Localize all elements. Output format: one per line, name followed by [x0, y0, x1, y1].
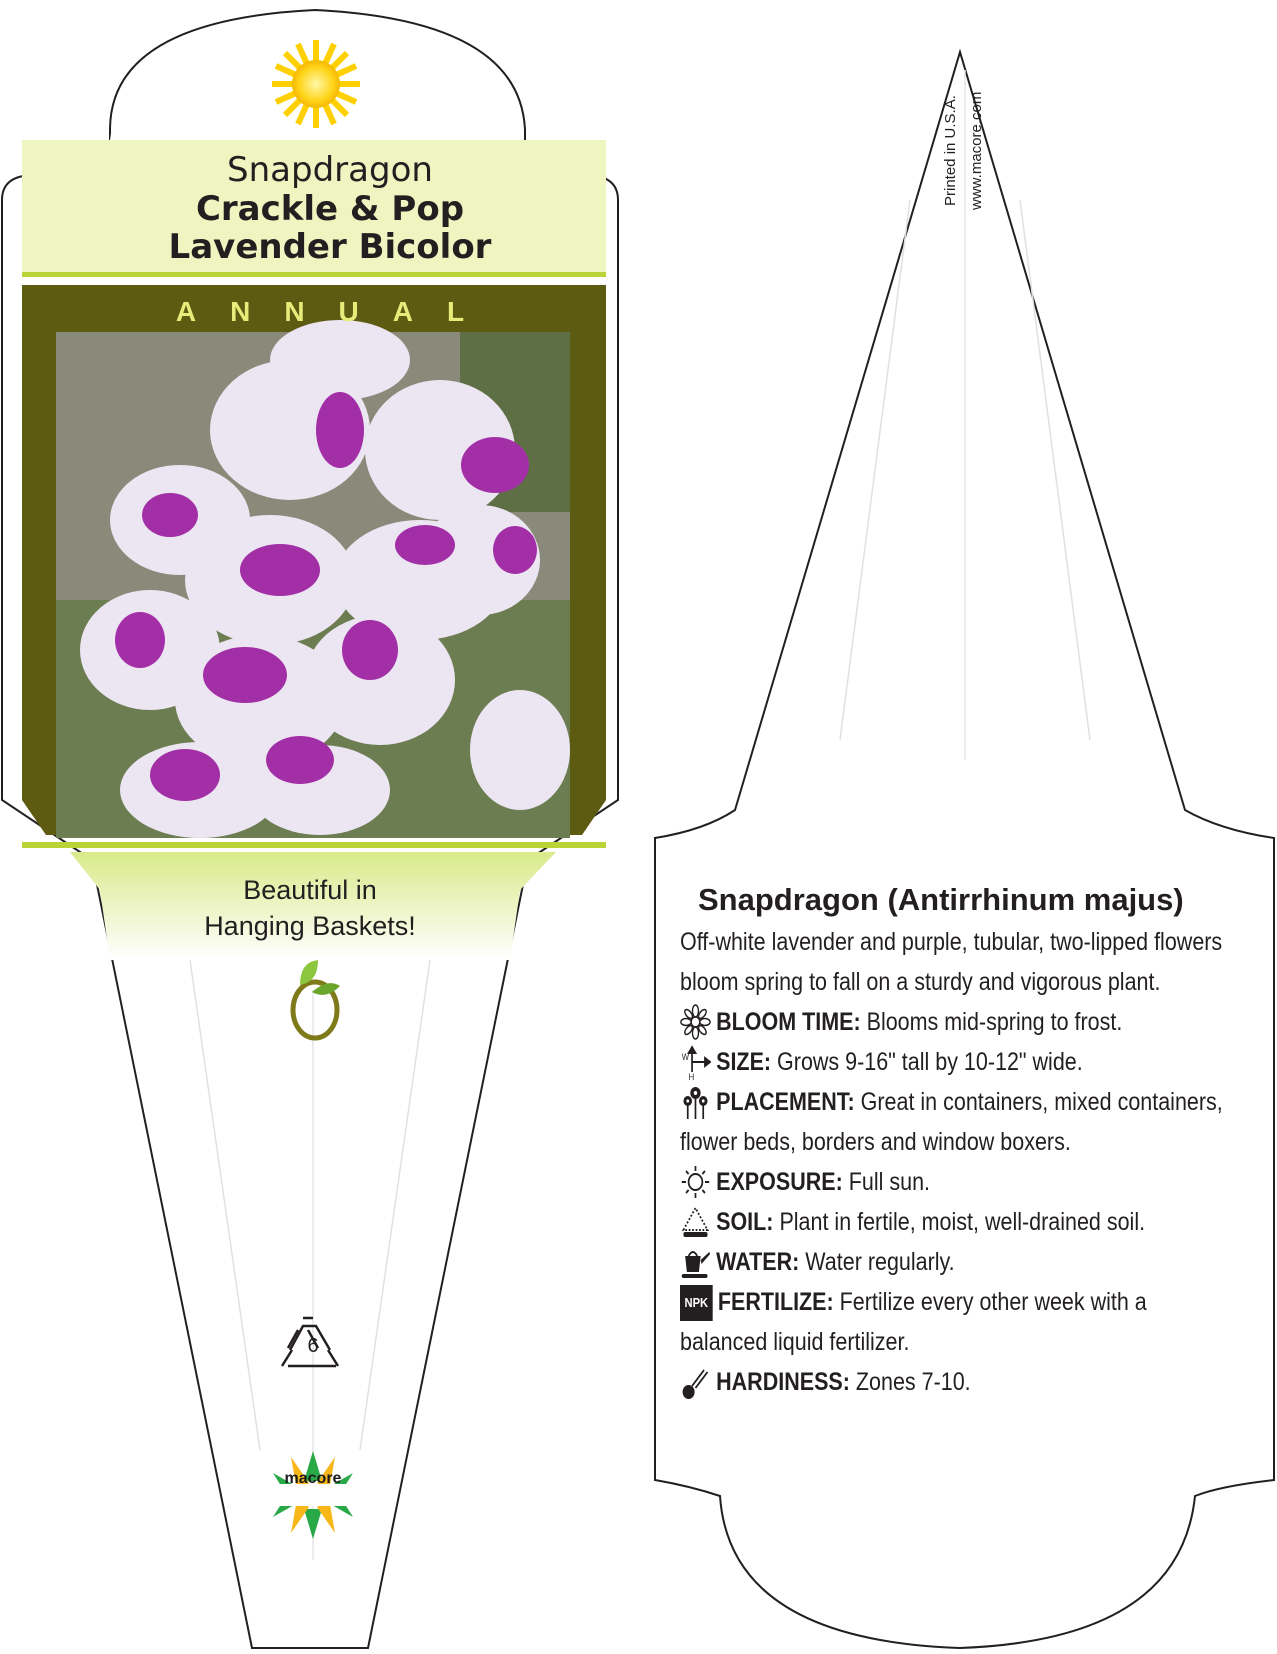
detail-label: FERTILIZE:: [717, 1288, 834, 1316]
detail-text: Fertilize every other week with a balanced liquid fertilizer.: [680, 1288, 1147, 1356]
detail-text: Zones 7-10.: [855, 1368, 971, 1396]
detail-soil: [680, 1202, 1239, 1242]
sun-outline-icon: [680, 1164, 711, 1200]
flower-icon: [680, 1004, 711, 1040]
svg-text:H: H: [688, 1071, 695, 1080]
detail-label: SOIL:: [716, 1208, 774, 1236]
detail-label: BLOOM TIME:: [716, 1008, 861, 1036]
tagline-line2: Hanging Baskets!: [204, 911, 416, 941]
website: www.macore.com: [968, 91, 985, 210]
description: Off-white lavender and purple, tubular, two-lipped flowers bloom spring to fall on a sturdy and vigorous plant.: [680, 928, 1223, 996]
flower-photo: [56, 320, 570, 838]
detail-fertilize: [680, 1282, 1239, 1362]
detail-placement: [680, 1082, 1239, 1162]
detail-text: Great in containers, mixed containers, flower beds, borders and window boxers.: [680, 1088, 1223, 1156]
watering-can-icon: [680, 1244, 711, 1280]
detail-label: WATER:: [716, 1248, 800, 1276]
species-heading: Snapdragon (Antirrhinum majus): [698, 882, 1184, 917]
tagline-line1: Beautiful in: [243, 875, 377, 905]
placement-flowers-icon: [680, 1085, 711, 1121]
detail-bloom-time: [680, 1002, 1239, 1042]
title-series: Crackle & Pop: [195, 189, 465, 229]
detail-text: Plant in fertile, moist, well-drained soil.: [779, 1208, 1146, 1236]
plant-title: [60, 150, 600, 266]
detail-size: [680, 1042, 1239, 1082]
care-info: [680, 882, 1240, 1402]
tagline: [90, 872, 530, 944]
detail-label: HARDINESS:: [716, 1368, 850, 1396]
detail-text: Grows 9-16" tall by 10-12" wide.: [777, 1048, 1083, 1076]
title-variety: Lavender Bicolor: [168, 227, 492, 267]
soil-icon: [680, 1204, 711, 1240]
detail-label: EXPOSURE:: [716, 1168, 843, 1196]
detail-water: [680, 1242, 1239, 1282]
sun-icon: [272, 40, 360, 128]
detail-exposure: [680, 1162, 1239, 1202]
svg-text:W: W: [681, 1051, 690, 1063]
thermometer-icon: [680, 1364, 711, 1400]
title-genus: Snapdragon: [227, 150, 433, 190]
detail-text: Water regularly.: [805, 1248, 955, 1276]
npk-icon: NPK: [680, 1285, 713, 1321]
detail-label: SIZE:: [716, 1048, 772, 1076]
printed-in: Printed in U.S.A.: [942, 95, 959, 206]
detail-hardiness: [680, 1362, 1239, 1402]
category-label: ANNUAL: [175, 296, 499, 327]
brand-name: macore: [284, 1470, 342, 1487]
detail-text: Full sun.: [848, 1168, 931, 1196]
detail-text: Blooms mid-spring to frost.: [866, 1008, 1123, 1036]
detail-label: PLACEMENT:: [716, 1088, 855, 1116]
size-arrows-icon: [680, 1044, 711, 1080]
recycle-code: 6: [307, 1335, 319, 1357]
